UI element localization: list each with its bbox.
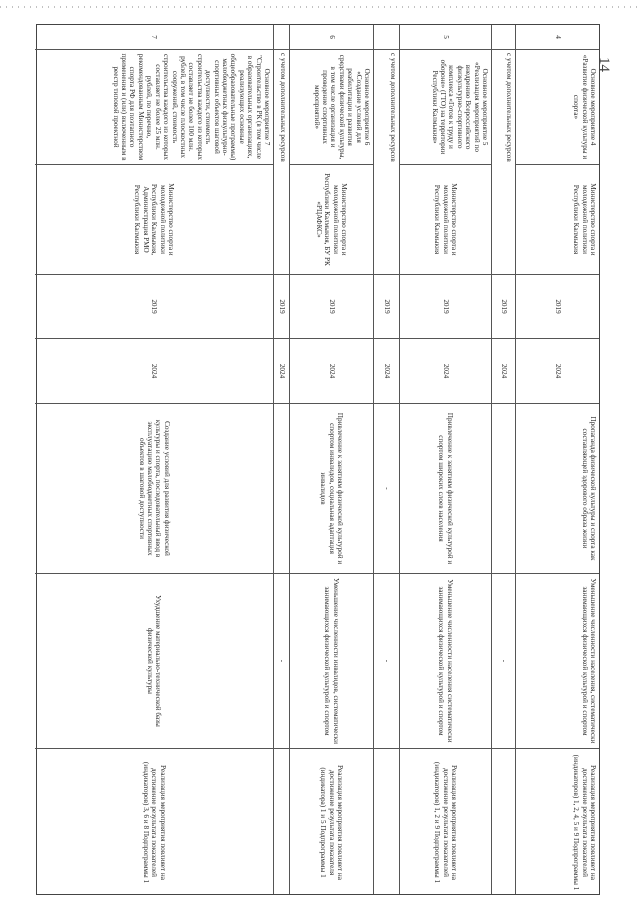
activity-name: Основное мероприятие 5 «Реализация мероприятий по внедрению Всероссийского физкультурно-спортивного комплекса «Готов к труду и обороне» (ГТО) на территории Республики Калмыкия» [400,50,491,165]
table-row [373,25,399,894]
indicator-link [274,749,289,896]
consequence: Ухудшение материально-технической базы физической культуры [35,574,273,749]
page-number: 14 [596,57,612,72]
executor: Министерство спорта и молодежной политики Республики Калмыкия, БУ РК «РЦАФКС» [290,165,373,275]
activity-name: Основное мероприятие 4 «Развитие физической культуры и спорта» [516,50,599,165]
indicator-link: Реализация мероприятия повлияет на достижение результата показателей (индикаторов) 3, 6 и 8 Подпрограммы 1 [141,761,167,884]
expected-result: Привлечение к занятиям физической культурой и спортом широких слоев населения [400,404,491,574]
start-year: 2019 [274,275,289,339]
indicator-link: Реализация мероприятия повлияет на достижение результата показателя (индикатора) 1 и 5 Подпрограммы 1 [319,765,345,880]
sub-label: с учетом дополнительных ресурсов [274,50,289,275]
consequence: Уменьшение численности населения, систематически занимающихся физической культурой и спортом [516,574,599,749]
consequence: - [374,574,399,749]
program-table [36,24,600,895]
start-year: 2019 [290,275,373,339]
start-year: 2019 [35,275,273,339]
activity-name: Основное мероприятие 7 "Строительство в РК (в том числе в образовательных организациях, реализующих основные общеобразовательные программы) малобюджетных физкультурно-спортивных объектов шаговой доступности, стоимость строительства каждого из которых составляет не более 100 млн. рублей, в том числе плоскостных сооружений, стоимость строительства каждого из которых составляет не более 25 млн. рублей, по перечню, рекомендованным Министерством спорта РФ для поэтапного применения и (или) включенным в реестр типовой проектной [35,50,273,165]
row-number: 4 [516,25,599,50]
row-number: 6 [290,25,373,50]
expected-result: Создание условий для развития физической культуры и спорта, последовательный ввод в эксплуатацию малобюджетных спортивных объектов в шаговой доступности [35,404,273,574]
consequence: - [492,574,515,749]
executor: Министерство спорта и молодежной политики Республики Калмыкия [400,165,491,275]
expected-result: - [374,404,399,574]
expected-result: Пропаганда физической культуры и спорта как составляющей здорового образа жизни [516,404,599,574]
row-number [374,25,399,50]
end-year: 2024 [290,339,373,404]
end-year: 2024 [492,339,515,404]
expected-result: Привлечение к занятиям физической культурой и спортом инвалидов, социальная адаптация инвалидов [290,404,373,574]
end-year: 2024 [274,339,289,404]
consequence: Уменьшение численности инвалидов, систематически занимающихся физической культурой и спортом [290,574,373,749]
end-year: 2024 [374,339,399,404]
indicator-link [492,749,515,896]
end-year: 2024 [400,339,491,404]
executor: Министерство спорта и молодежной политики Республики Калмыкия, Администрация РМО Республики Калмыкия [35,165,273,275]
start-year: 2019 [374,275,399,339]
indicator-link: Реализация мероприятия повлияет на достижение результата показателей (индикаторов) 1, 2 и 9 Подпрограммы 1 [433,761,459,884]
expected-result [274,404,289,574]
indicator-link: Реализация мероприятия повлияет на достижение результата показателей (индикаторов) 1, 2, 4, 5 и 9 Подпрограммы 1 [572,754,597,891]
row-number [274,25,289,50]
start-year: 2019 [400,275,491,339]
activity-name: Основное мероприятие 6 «Создание условий для реабилитации и развития средствами физической культуры, в том числе организация и проведение спортивных мероприятий» [290,50,373,165]
table-row [273,25,289,894]
table-row [515,25,599,894]
start-year: 2019 [516,275,599,339]
expected-result [492,404,515,574]
start-year: 2019 [492,275,515,339]
sub-label: с учетом дополнительных ресурсов [492,50,515,275]
indicator-link [374,749,399,896]
consequence: - [274,574,289,749]
row-number: 5 [400,25,491,50]
table-row [35,25,273,894]
table-row [491,25,515,894]
sub-label: с учетом дополнительных ресурсов [374,50,399,275]
row-number [492,25,515,50]
table-row [399,25,491,894]
end-year: 2024 [35,339,273,404]
end-year: 2024 [516,339,599,404]
executor: Министерство спорта и молодежной политики Республики Калмыкия [516,165,599,275]
row-number: 7 [35,25,273,50]
table-row [289,25,373,894]
scan-edge-dots [0,6,640,8]
consequence: Уменьшение численности населения систематически занимающихся физической культурой и спортом [400,574,491,749]
